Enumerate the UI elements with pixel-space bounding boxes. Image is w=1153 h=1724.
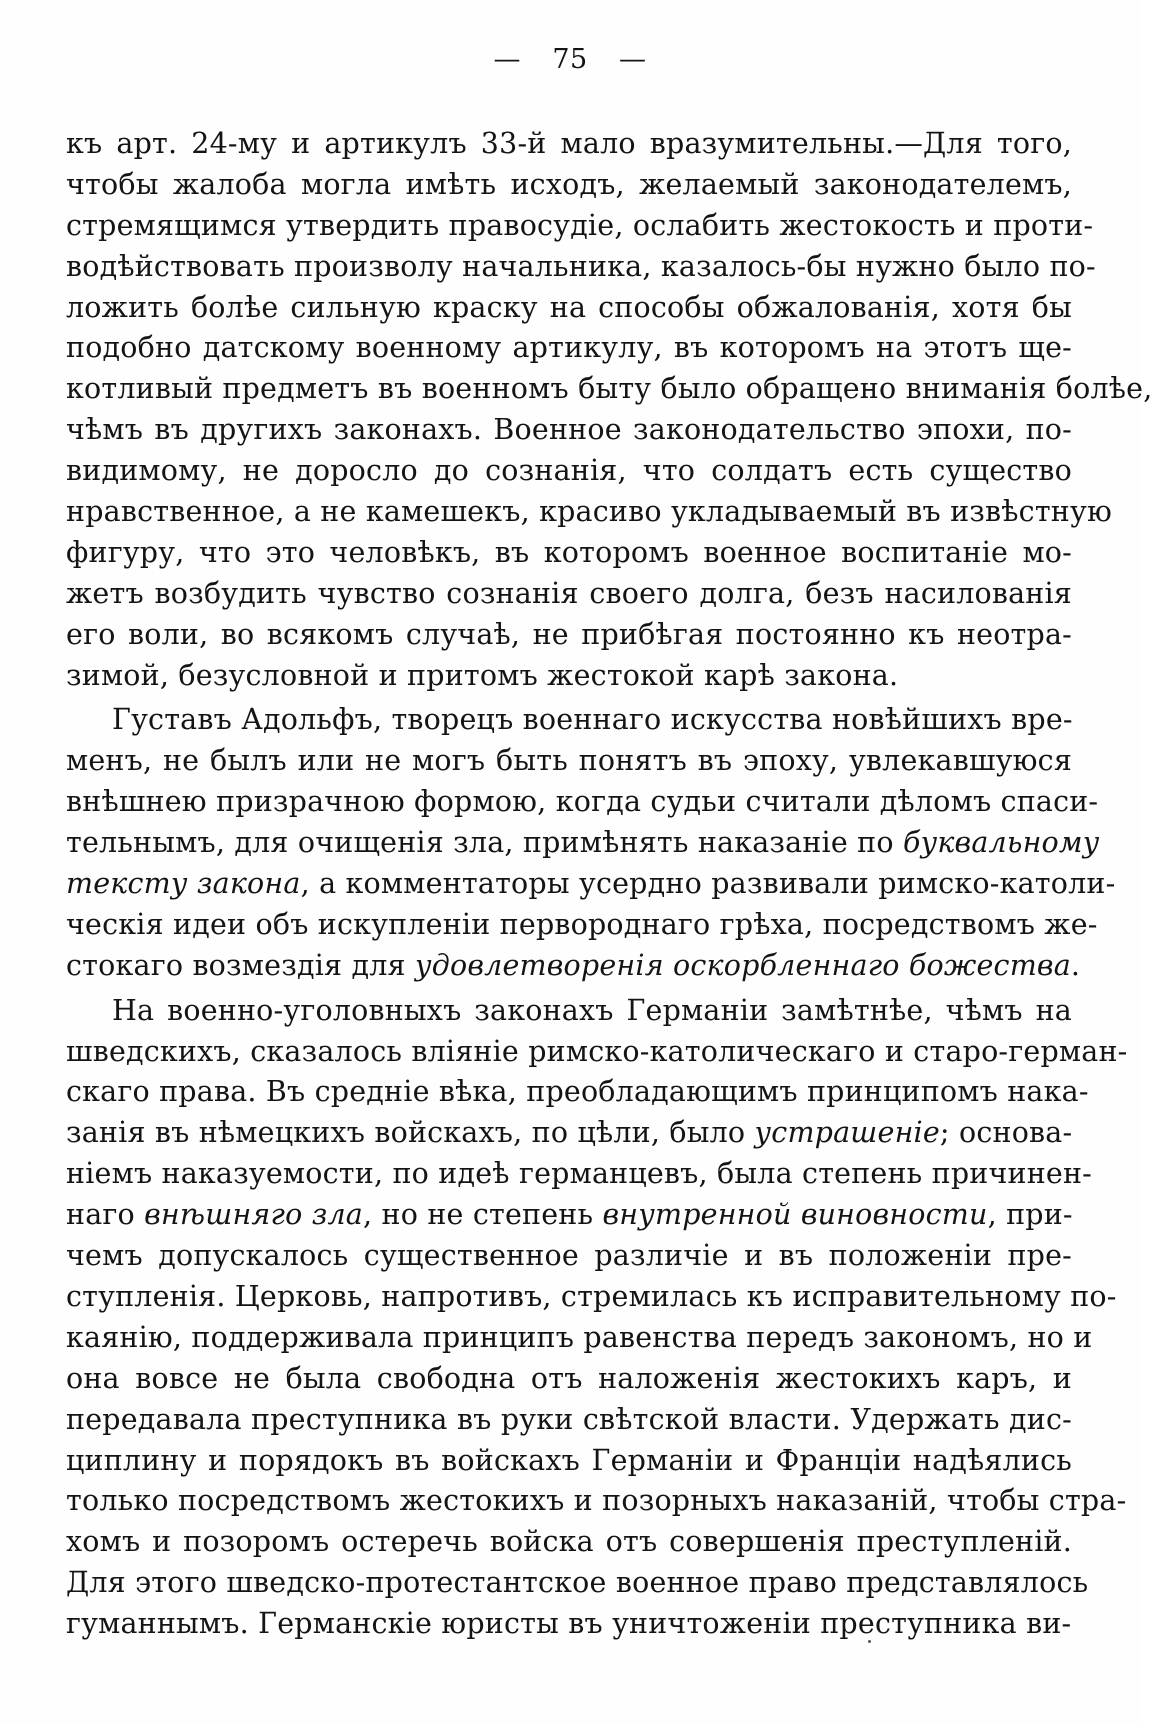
text-run: циплину и порядокъ въ войскахъ Германіи и Франціи надѣялись [66, 1443, 1072, 1477]
body-text [66, 124, 1153, 1645]
paragraph [66, 124, 1153, 696]
italic-text: буквальному [903, 826, 1100, 860]
page-number: 75 [552, 44, 588, 75]
text-run: внѣшнею призрачною формою, когда судьи считали дѣломъ спаси- [66, 785, 1099, 819]
text-line [66, 574, 1072, 615]
text-run: наго [66, 1198, 145, 1232]
paragraph [66, 991, 1128, 1645]
text-line [66, 1236, 1072, 1277]
text-line [66, 247, 1096, 288]
text-line [66, 864, 1116, 905]
text-run: она вовсе не была свободна отъ наложенія жестокихъ каръ, и [66, 1361, 1072, 1395]
text-run: тельнымъ, для очищенія зла, примѣнять наказаніе по [66, 826, 903, 860]
text-line [66, 124, 1072, 165]
text-line [66, 1481, 1127, 1522]
header-dash-left: — [493, 44, 521, 75]
italic-text: внутренной виновности [602, 1198, 988, 1232]
text-run: ческія идеи объ искупленіи первороднаго грѣха, посредствомъ же- [66, 907, 1098, 941]
text-run: подобно датскому военному артикулу, въ которомъ на этотъ ще- [66, 331, 1072, 365]
text-line [66, 1195, 1072, 1236]
header-dash-right: — [619, 44, 647, 75]
text-line [66, 1113, 1072, 1154]
text-run: зимой, безусловной и притомъ жестокой карѣ закона. [66, 658, 899, 692]
text-run: стокаго возмездія для [66, 948, 415, 982]
text-line [66, 1318, 1093, 1359]
text-run: видимому, не доросло до сознанія, что солдатъ есть существо [66, 454, 1072, 488]
text-run: каянію, поддерживала принципъ равенства передъ закономъ, но и [66, 1320, 1093, 1354]
italic-text: удовлетворенія оскорбленнаго божества [414, 948, 1071, 982]
italic-text: тексту закона [66, 867, 301, 901]
text-line [66, 905, 1098, 946]
text-line [66, 1604, 1072, 1645]
text-run: водѣйствовать произволу начальника, казалось-бы нужно было по- [66, 249, 1096, 283]
text-line [66, 492, 1112, 533]
text-run: , при- [987, 1198, 1073, 1232]
text-run: фигуру, что это человѣкъ, въ которомъ военное воспитаніе мо- [66, 535, 1072, 569]
text-run: передавала преступника въ руки свѣтской власти. Удержать дис- [66, 1402, 1072, 1436]
text-line [66, 369, 1153, 410]
text-line [66, 946, 1081, 987]
text-run: нравственное, а не камешекъ, красиво укладываемый въ извѣстную [66, 495, 1112, 529]
text-run: хомъ и позоромъ остеречь войска отъ совершенія преступленій. [66, 1525, 1072, 1559]
text-line [66, 656, 1072, 697]
text-line [66, 1441, 1072, 1482]
text-line [66, 1563, 1089, 1604]
text-run: чемъ допускалось существенное различіе и въ положеніи пре- [66, 1239, 1072, 1273]
text-line [66, 991, 1072, 1032]
text-line [66, 700, 1072, 741]
text-run: Густавъ Адольфъ, творецъ военнаго искусства новѣйшихъ вре- [112, 703, 1073, 737]
print-speck [868, 1640, 871, 1643]
text-run: чтобы жалоба могла имѣть исходъ, желаемый законодателемъ, [66, 167, 1072, 201]
text-run: стремящимся утвердить правосудіе, ослабить жестокость и проти- [66, 208, 1094, 242]
italic-text: внѣшняго зла [144, 1198, 363, 1232]
text-run: ; основа- [939, 1116, 1073, 1150]
text-run: скаго права. Въ средніе вѣка, преобладающимъ принципомъ нака- [66, 1075, 1089, 1109]
paragraph [66, 700, 1116, 986]
text-line [66, 451, 1072, 492]
text-line [66, 206, 1094, 247]
text-line [66, 1277, 1117, 1318]
page-header [0, 44, 1140, 75]
text-line [66, 1032, 1128, 1073]
text-line [66, 328, 1072, 369]
text-line [66, 1522, 1072, 1563]
text-run: къ арт. 24-му и артикулъ 33-й мало вразумительны.—Для того, [66, 127, 1072, 160]
text-run: только посредствомъ жестокихъ и позорныхъ наказаній, чтобы стра- [66, 1484, 1127, 1518]
text-line [66, 410, 1072, 451]
text-line [66, 782, 1099, 823]
text-run: , а комментаторы усердно развивали римско-католи- [300, 867, 1116, 901]
text-line [66, 823, 1100, 864]
italic-text: устрашеніе [754, 1116, 940, 1150]
text-line [66, 1359, 1072, 1400]
text-run: На военно-уголовныхъ законахъ Германіи замѣтнѣе, чѣмъ на [112, 993, 1072, 1027]
text-run: котливый предметъ въ военномъ быту было обращено вниманія болѣе, [66, 372, 1153, 406]
text-line [66, 1154, 1093, 1195]
text-line [66, 1072, 1089, 1113]
text-line [66, 165, 1072, 206]
text-run: гуманнымъ. Германскіе юристы въ уничтоженіи преступника ви- [66, 1607, 1072, 1641]
text-line [66, 288, 1072, 329]
text-line [66, 1400, 1072, 1441]
text-run: . [1070, 948, 1081, 982]
text-run: шведскихъ, сказалось вліяніе римско-католическаго и старо-герман- [66, 1034, 1128, 1068]
text-run: его воли, во всякомъ случаѣ, не прибѣгая постоянно къ неотра- [66, 617, 1072, 651]
text-run: ступленія. Церковь, напротивъ, стремилась къ исправительному по- [66, 1279, 1117, 1313]
text-line [66, 533, 1072, 574]
text-run: Для этого шведско-протестантское военное право представлялось [66, 1566, 1089, 1600]
text-line [66, 741, 1072, 782]
text-run: чѣмъ въ другихъ законахъ. Военное законодательство эпохи, по- [66, 413, 1072, 447]
text-run: занія въ нѣмецкихъ войскахъ, по цѣли, было [66, 1116, 755, 1150]
text-run: ніемъ наказуемости, по идеѣ германцевъ, была степень причинен- [66, 1157, 1093, 1191]
text-run: ложить болѣе сильную краску на способы обжалованія, хотя бы [66, 290, 1072, 324]
text-run: жетъ возбудить чувство сознанія своего долга, безъ насилованія [66, 576, 1072, 610]
text-line [66, 615, 1072, 656]
text-run: менъ, не былъ или не могъ быть понятъ въ эпоху, увлекавшуюся [66, 744, 1072, 778]
text-run: , но не степень [363, 1198, 603, 1232]
